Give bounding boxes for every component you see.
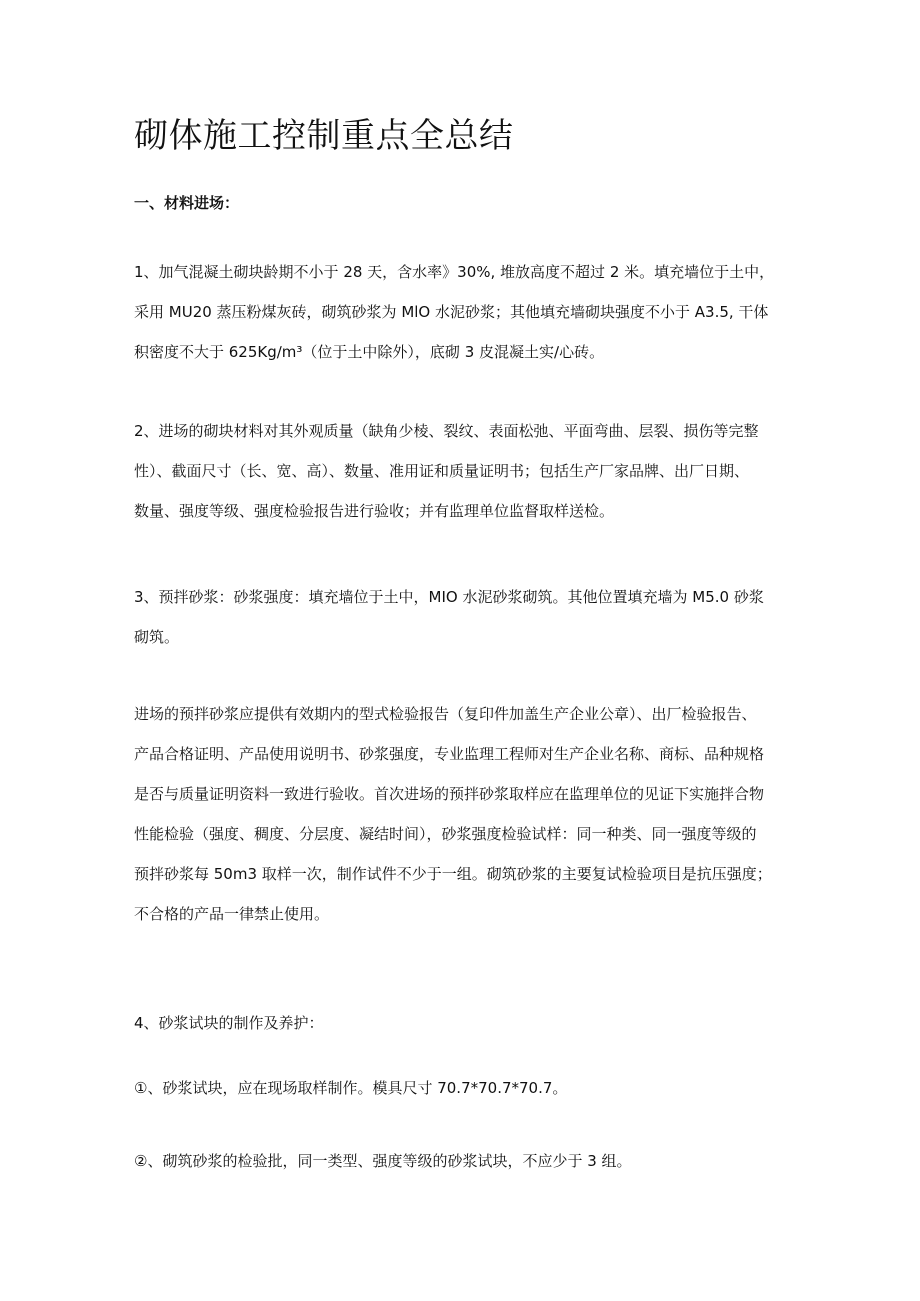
paragraph-2 <box>134 411 804 531</box>
paragraph-line: 1、加气混凝土砌块龄期不小于 28 天，含水率》30%, 堆放高度不超过 2 米。填充墙位于土中， <box>134 263 775 281</box>
paragraph-3 <box>134 577 804 657</box>
paragraph-7: ②、砌筑砂浆的检验批，同一类型、强度等级的砂浆试块，不应少于 3 组。 <box>134 1152 632 1170</box>
paragraph-6: ①、砂浆试块，应在现场取样制作。模具尺寸 70.7*70.7*70.7。 <box>134 1079 568 1097</box>
paragraph-line: 预拌砂浆每 50m3 取样一次，制作试件不少于一组。砌筑砂浆的主要复试检验项目是抗压强度； <box>134 865 772 883</box>
paragraph-line: 进场的预拌砂浆应提供有效期内的型式检验报告（复印件加盖生产企业公章）、出厂检验报告、 <box>134 705 757 723</box>
paragraph-line: 性能检验（强度、稠度、分层度、凝结时间），砂浆强度检验试样：同一种类、同一强度等级的 <box>134 825 757 843</box>
paragraph-1 <box>134 252 804 372</box>
paragraph-line: 不合格的产品一律禁止使用。 <box>134 905 330 923</box>
paragraph-line: 性）、截面尺寸（长、宽、高）、数量、准用证和质量证明书；包括生产厂家品牌、出厂日期、 <box>134 462 750 480</box>
document-title: 砌体施工控制重点全总结 <box>134 116 514 156</box>
paragraph-line: 是否与质量证明资料一致进行验收。首次进场的预拌砂浆取样应在监理单位的见证下实施拌合物 <box>134 785 765 803</box>
paragraph-line: 砌筑。 <box>134 628 180 646</box>
paragraph-line: 3、预拌砂浆：砂浆强度：填充墙位于土中，MIO 水泥砂浆砌筑。其他位置填充墙为 M5.0 砂浆 <box>134 588 764 606</box>
paragraph-line: 积密度不大于 625Kg∕m³（位于土中除外），底砌 3 皮混凝土实∕心砖。 <box>134 343 605 361</box>
paragraph-line: 数量、强度等级、强度检验报告进行验收；并有监理单位监督取样送检。 <box>134 502 615 520</box>
paragraph-line: 产品合格证明、产品使用说明书、砂浆强度，专业监理工程师对生产企业名称、商标、品种规格 <box>134 745 765 763</box>
paragraph-4 <box>134 694 804 934</box>
paragraph-5: 4、砂浆试块的制作及养护： <box>134 1014 324 1032</box>
paragraph-line: 2、进场的砌块材料对其外观质量（缺角少棱、裂纹、表面松弛、平面弯曲、层裂、损伤等完整 <box>134 422 759 440</box>
paragraph-line: 采用 MU20 蒸压粉煤灰砖，砌筑砂浆为 MlO 水泥砂浆；其他填充墙砌块强度不小于 A3.5, 干体 <box>134 303 769 321</box>
section-heading-materials: 一、材料进场： <box>134 194 240 212</box>
